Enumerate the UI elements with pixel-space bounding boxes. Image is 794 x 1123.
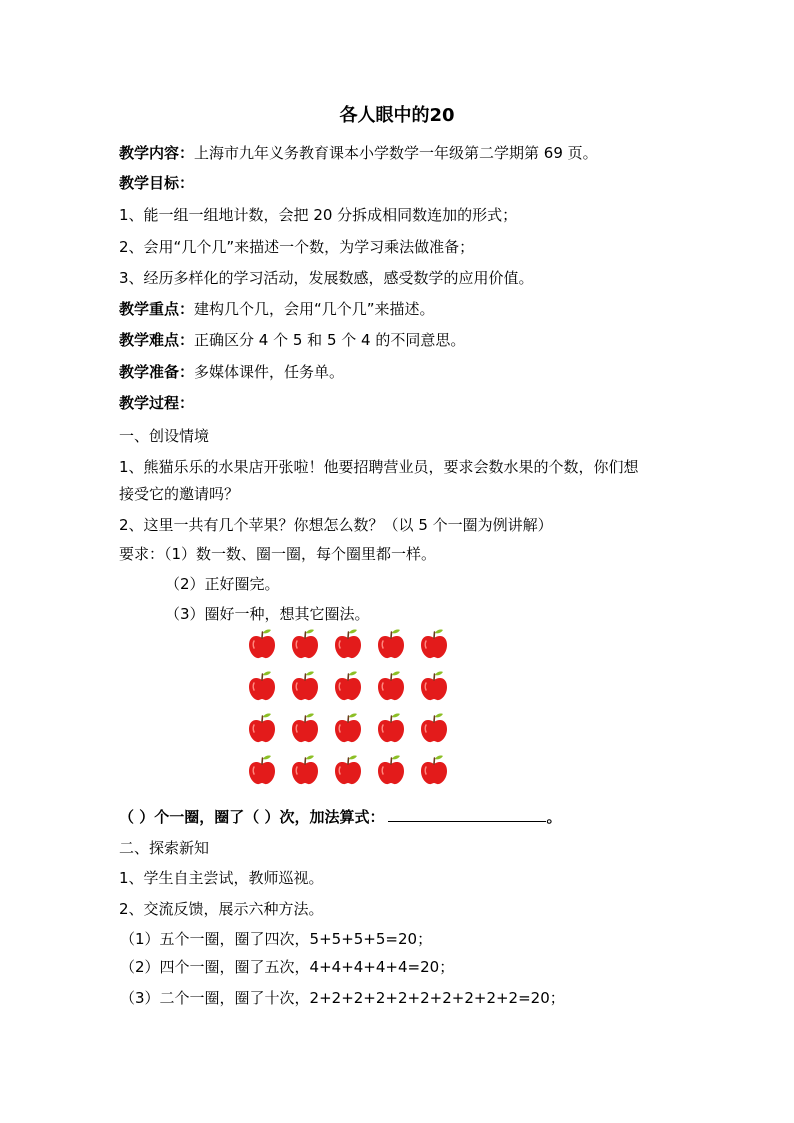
preparation-line <box>119 361 679 383</box>
section2-step2: 2、交流反馈，展示六种方法。 <box>119 900 324 918</box>
apple-icon <box>290 754 320 786</box>
objective-item-3: 3、经历多样化的学习活动，发展数感，感受数学的应用价值。 <box>119 269 534 287</box>
objective-item-2: 2、会用“几个几”来描述一个数，为学习乘法做准备； <box>119 238 475 256</box>
fill-blank-line <box>119 806 679 828</box>
difficulty-text: 正确区分 4 个 5 和 5 个 4 的不同意思。 <box>194 331 466 349</box>
apple-icon <box>333 754 363 786</box>
apple-icon <box>333 670 363 702</box>
apple-grid <box>247 628 457 790</box>
difficulty-label: 教学难点： <box>119 331 195 349</box>
apple-icon <box>247 712 277 744</box>
fill-blank-end: 。 <box>546 808 562 826</box>
apple-icon <box>376 712 406 744</box>
apple-icon <box>333 628 363 660</box>
answer-blank[interactable] <box>388 807 546 822</box>
section1-p1-line2: 接受它的邀请吗？ <box>119 485 240 503</box>
process-label: 教学过程： <box>119 394 195 412</box>
requirement-3: （3）圈好一种，想其它圈法。 <box>165 605 370 623</box>
method-3: （3）二个一圈，圈了十次，2+2+2+2+2+2+2+2+2+2=20； <box>120 989 565 1007</box>
requirement-1: 要求：（1）数一数、圈一圈，每个圈里都一样。 <box>119 545 437 563</box>
apple-icon <box>290 712 320 744</box>
page-title: 各人眼中的20 <box>339 105 455 126</box>
apple-icon <box>419 670 449 702</box>
section1-p2: 2、这里一共有几个苹果？你想怎么数？（以 5 个一圈为例讲解） <box>119 516 553 534</box>
difficulty-line <box>119 329 679 351</box>
apple-icon <box>419 754 449 786</box>
apple-icon <box>419 712 449 744</box>
section2-heading: 二、探索新知 <box>119 839 210 857</box>
method-1: （1）五个一圈，圈了四次，5+5+5+5=20； <box>120 930 433 948</box>
apple-icon <box>376 754 406 786</box>
apple-icon <box>333 712 363 744</box>
apple-icon <box>247 670 277 702</box>
apple-icon <box>376 670 406 702</box>
apple-icon <box>247 754 277 786</box>
apple-icon <box>419 628 449 660</box>
key-point-text: 建构几个几，会用“几个几”来描述。 <box>194 300 435 318</box>
preparation-label: 教学准备： <box>119 363 195 381</box>
apple-icon <box>376 628 406 660</box>
apple-icon <box>290 670 320 702</box>
section2-step1: 1、学生自主尝试，教师巡视。 <box>119 869 324 887</box>
requirement-2: （2）正好圈完。 <box>165 575 280 593</box>
key-point-label: 教学重点： <box>119 300 195 318</box>
section1-heading: 一、创设情境 <box>119 427 210 445</box>
content-line <box>119 142 679 164</box>
key-point-line <box>119 298 679 320</box>
method-2: （2）四个一圈，圈了五次，4+4+4+4+4=20； <box>120 958 455 976</box>
objectives-label: 教学目标： <box>119 174 195 192</box>
content-label: 教学内容： <box>119 144 195 162</box>
apple-icon <box>290 628 320 660</box>
section1-p1-line1: 1、熊猫乐乐的水果店开张啦！他要招聘营业员，要求会数水果的个数，你们想 <box>119 458 639 476</box>
apple-icon <box>247 628 277 660</box>
preparation-text: 多媒体课件，任务单。 <box>194 363 345 381</box>
fill-blank-text: （ ）个一圈，圈了（ ）次，加法算式： <box>119 808 385 826</box>
objective-item-1: 1、能一组一组地计数，会把 20 分拆成相同数连加的形式； <box>119 206 518 224</box>
content-text: 上海市九年义务教育课本小学数学一年级第二学期第 69 页。 <box>194 144 598 162</box>
